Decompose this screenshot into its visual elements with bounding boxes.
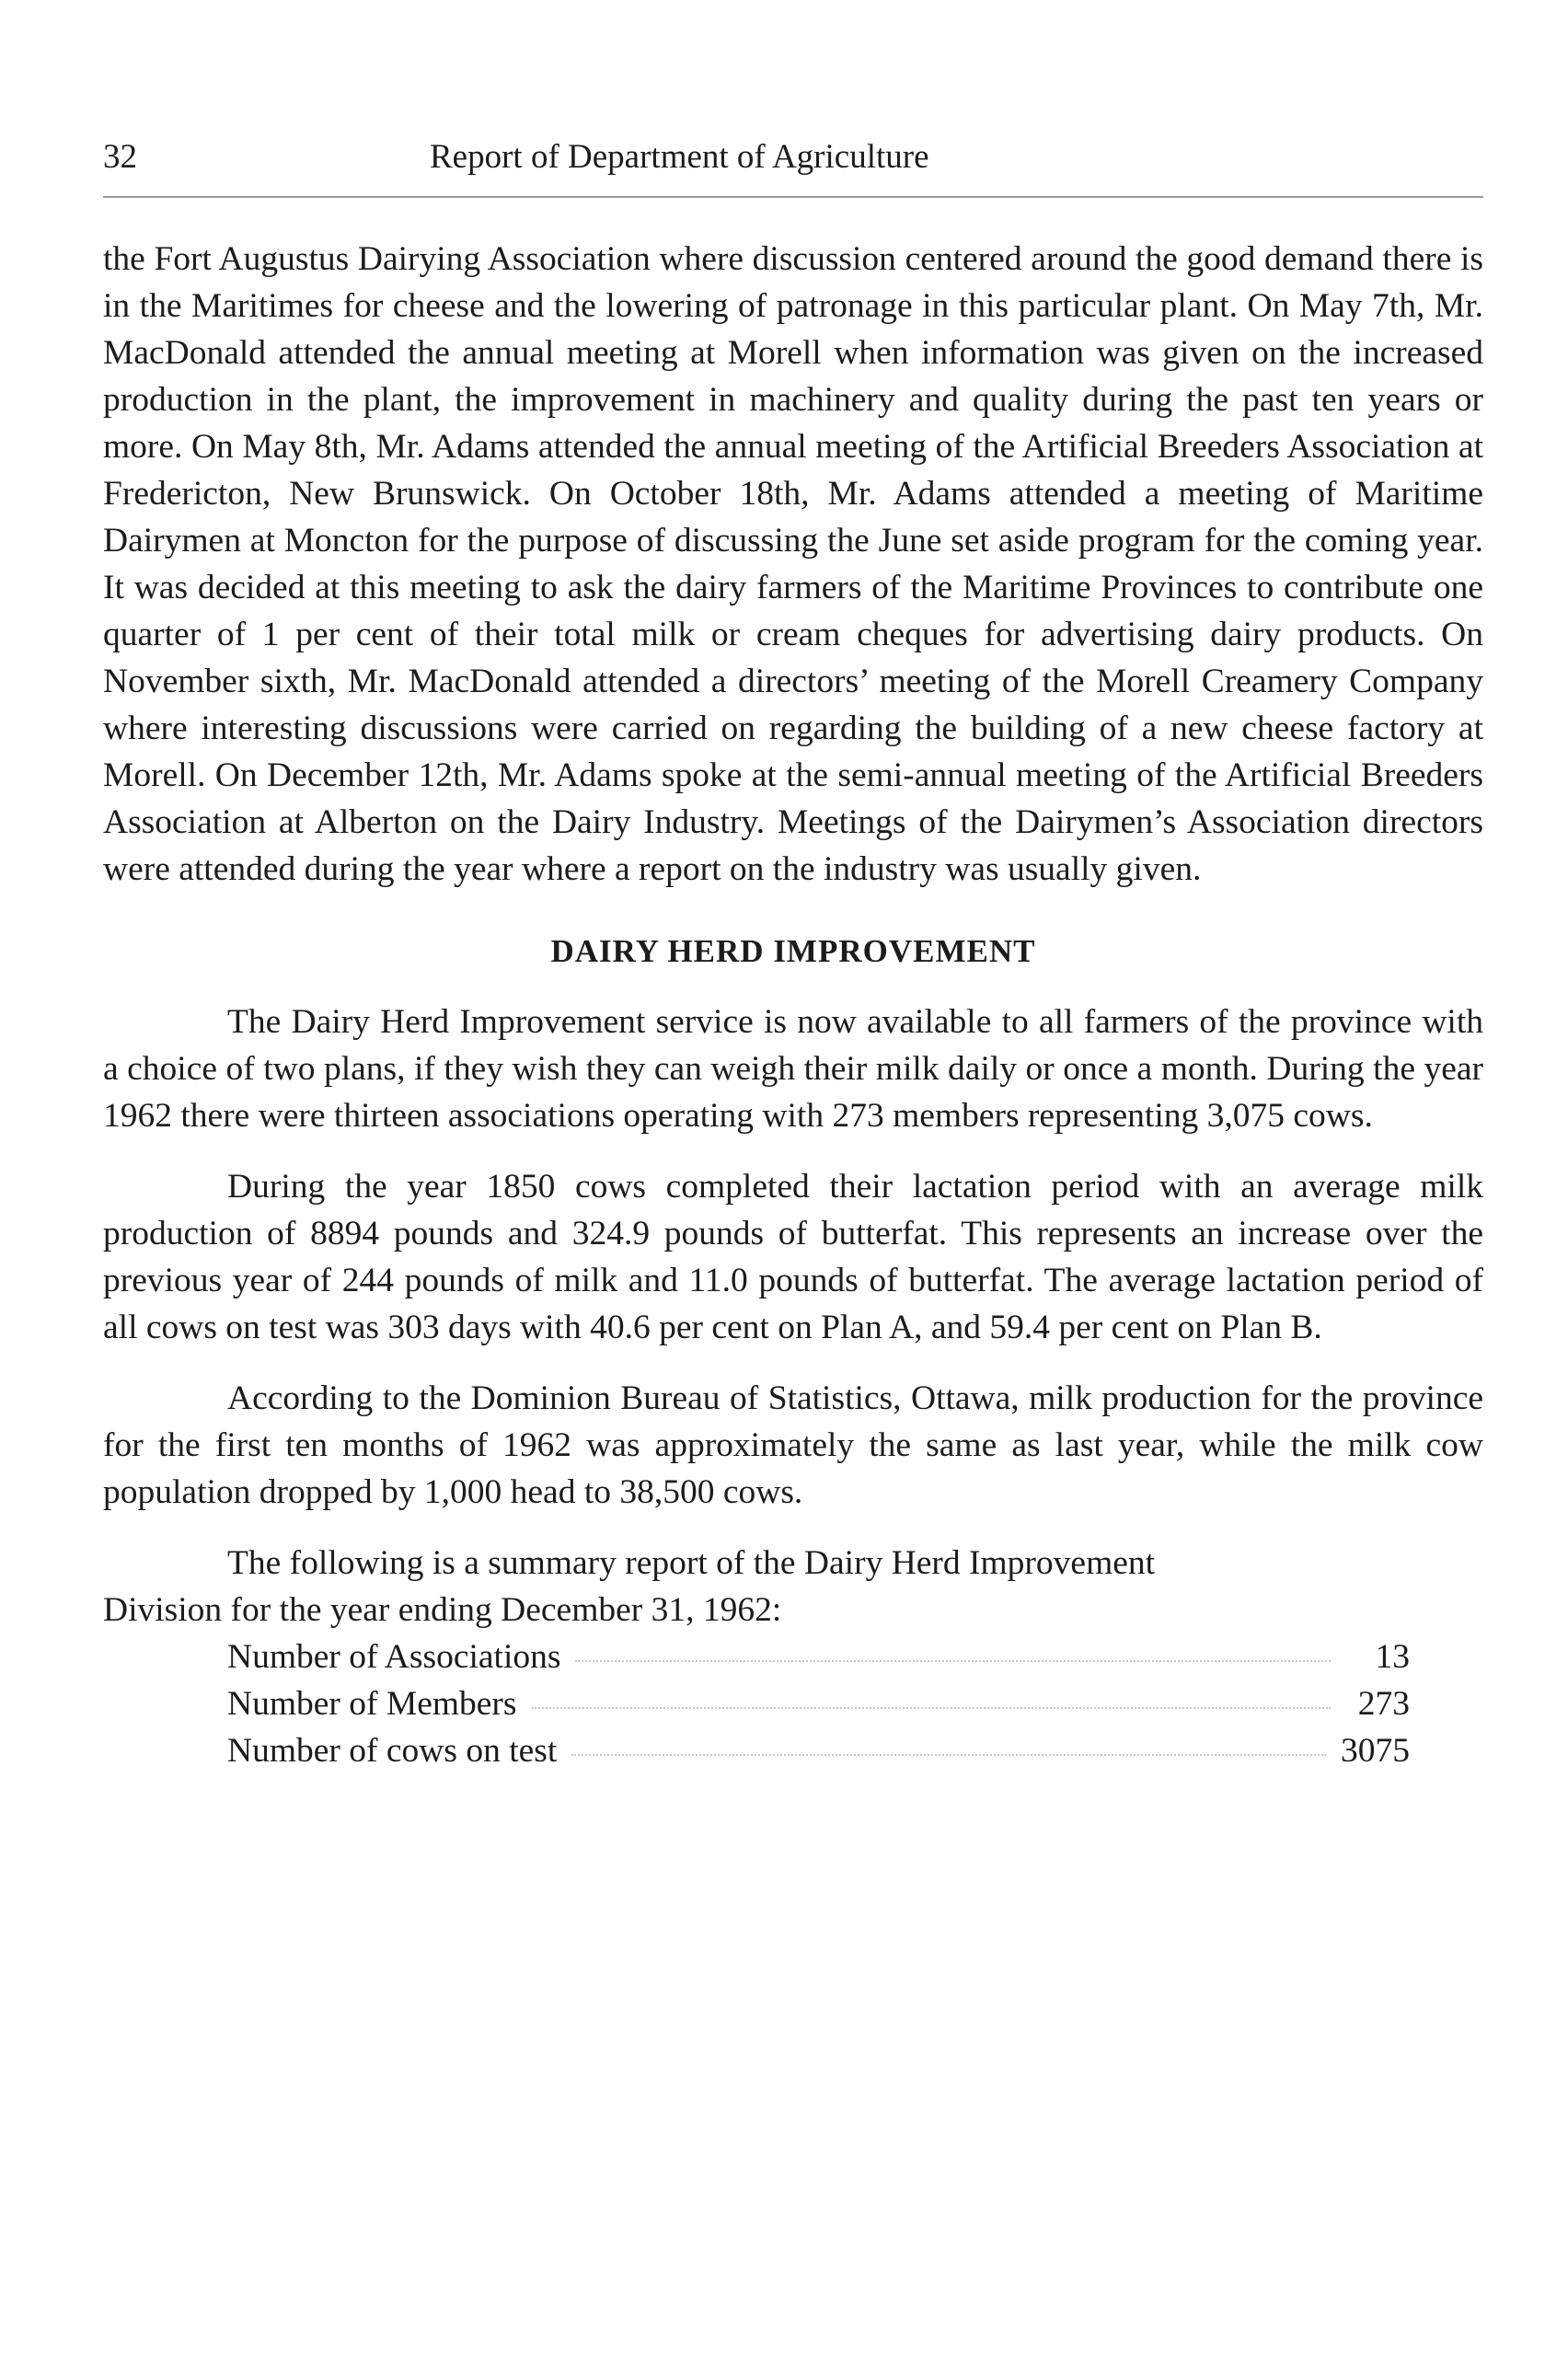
paragraph-service: The Dairy Herd Improvement service is now available to all farmers of the province with a choice of two plans, if they wish they can weigh their milk daily or once a month. During the year 1962 there were thirteen associations operating with 273 members representing 3,075 cows. bbox=[103, 1003, 1483, 1135]
running-header bbox=[103, 132, 1483, 183]
summary-row bbox=[227, 1633, 1410, 1680]
page-body bbox=[103, 236, 1483, 1774]
header-rule bbox=[103, 196, 1483, 198]
summary-label: Number of Associations bbox=[227, 1638, 561, 1676]
summary-intro-line-1: The following is a summary report of the Dairy Herd Improvement bbox=[227, 1544, 1156, 1582]
dot-leader bbox=[571, 1753, 1326, 1756]
page-number: 32 bbox=[103, 138, 137, 176]
section-heading: DAIRY HERD IMPROVEMENT bbox=[550, 933, 1036, 969]
running-title: Report of Department of Agriculture bbox=[430, 138, 929, 176]
summary-intro-line-2: Division for the year ending December 31, 1962: bbox=[103, 1591, 782, 1629]
summary-label: Number of Members bbox=[227, 1685, 517, 1723]
dot-leader bbox=[575, 1659, 1331, 1662]
paragraph-production: During the year 1850 cows completed their lactation period with an average milk production of 8894 pounds and 324.9 pounds of butterfat. This represents an increase over the previous year of 244 pounds of milk and 11.0 pounds of butterfat. The average lactation period of all cows on test was 303 days with 40.6 per cent on Plan A, and 59.4 per cent on Plan B. bbox=[103, 1168, 1483, 1346]
summary-row bbox=[227, 1680, 1410, 1727]
summary-intro bbox=[103, 1540, 1483, 1633]
summary-label: Number of cows on test bbox=[227, 1732, 558, 1770]
summary-value: 273 bbox=[1357, 1685, 1410, 1723]
summary-value: 3075 bbox=[1341, 1732, 1410, 1770]
paragraph-statistics: According to the Dominion Bureau of Statistics, Ottawa, milk production for the province for the first ten months of 1962 was approximately the same as last year, while the milk cow population dropped by 1,000 head to 38,500 cows. bbox=[103, 1379, 1483, 1511]
paragraph-meetings: the Fort Augustus Dairying Association where discussion centered around the good demand there is in the Maritimes for cheese and the lowering of patronage in this particular plant. On May 7th, Mr. MacDonald attended the annual meeting at Morell when information was given on the increased production in the plant, the improvement in machinery and quality during the past ten years or more. On May 8th, Mr. Adams attended the annual meeting of the Artificial Breeders Association at Fredericton, New Brunswick. On October 18th, Mr. Adams attended a meeting of Maritime Dairymen at Moncton for the purpose of discussing the June set aside program for the coming year. It was decided at this meeting to ask the dairy farmers of the Maritime Provinces to contribute one quarter of 1 per cent of their total milk or cream cheques for advertising dairy products. On November sixth, Mr. MacDonald attended a directors’ meeting of the Morell Creamery Company where interesting discussions were carried on regarding the building of a new cheese factory at Morell. On December 12th, Mr. Adams spoke at the semi-annual meeting of the Artificial Breeders Association at Alberton on the Dairy Industry. Meetings of the Dairymen’s Association directors were attended during the year where a report on the industry was usually given. bbox=[103, 240, 1483, 888]
summary-row bbox=[227, 1727, 1410, 1774]
summary-value: 13 bbox=[1375, 1638, 1410, 1676]
dot-leader bbox=[532, 1706, 1331, 1709]
summary-list bbox=[103, 1633, 1483, 1774]
